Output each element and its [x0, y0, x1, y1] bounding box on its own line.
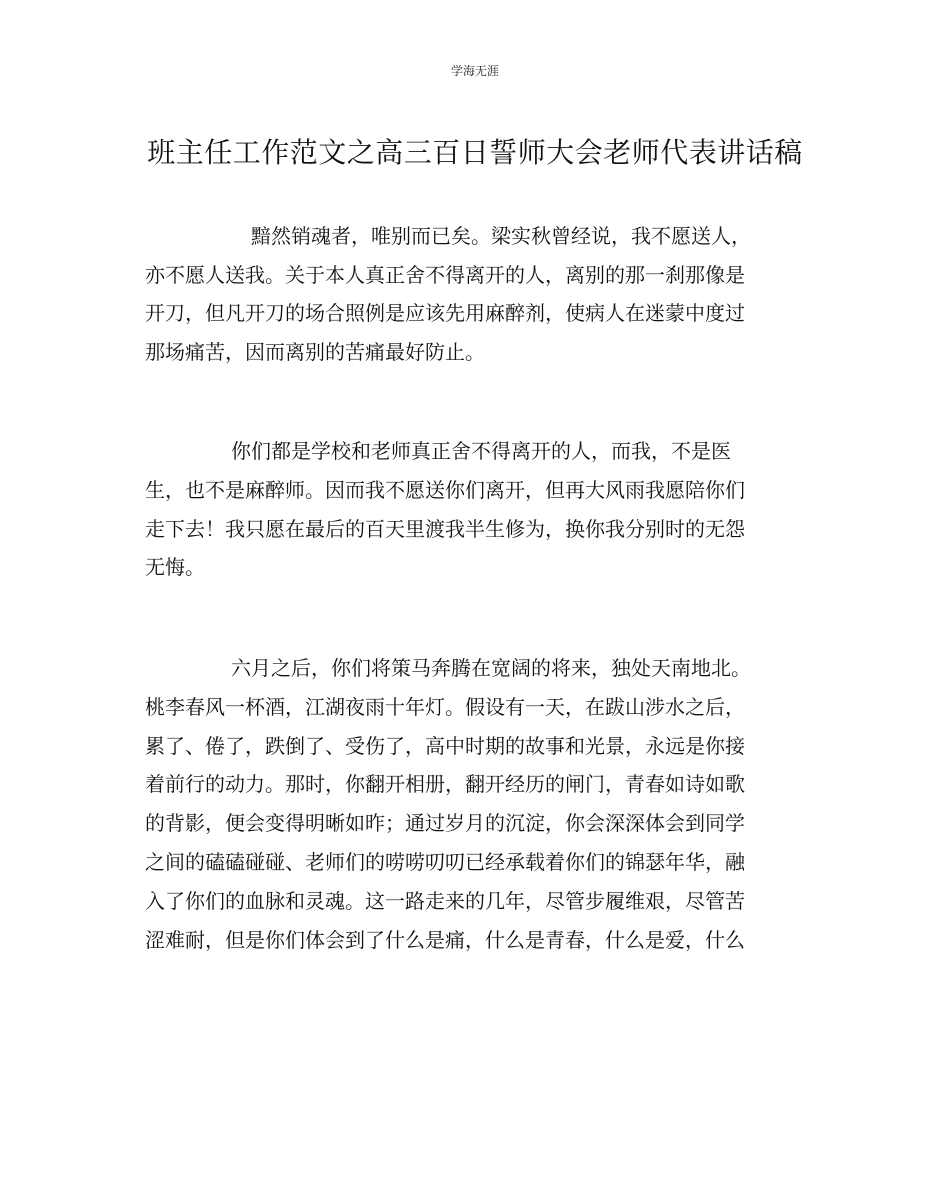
paragraph-line: 走下去！我只愿在最后的百天里渡我半生修为，换你我分别时的无怨	[145, 516, 745, 541]
paragraph-line: 生，也不是麻醉师。因而我不愿送你们离开，但再大风雨我愿陪你们	[145, 477, 745, 502]
paragraph-line: 六月之后，你们将策马奔腾在宽阔的将来，独处天南地北。	[231, 656, 751, 680]
paragraph-line: 之间的磕磕碰碰、老师们的唠唠叨叨已经承载着你们的锦瑟年华，融	[145, 849, 745, 874]
paragraph-2	[145, 432, 805, 587]
paragraph-line: 开刀，但凡开刀的场合照例是应该先用麻醉剂，使病人在迷蒙中度过	[145, 301, 745, 325]
document-title: 班主任工作范文之高三百日誓师大会老师代表讲话稿	[147, 136, 803, 169]
paragraph-line: 累了、倦了，跌倒了、受伤了，高中时期的故事和光景，永远是你接	[145, 733, 745, 758]
paragraph-line: 黯然销魂者，唯别而已矣。梁实秋曾经说，我不愿送人，	[251, 224, 751, 248]
paragraph-line: 着前行的动力。那时，你翻开相册，翻开经历的闸门，青春如诗如歌	[145, 772, 745, 797]
paragraph-line: 入了你们的血脉和灵魂。这一路走来的几年，尽管步履维艰，尽管苦	[145, 888, 745, 913]
paragraph-line: 桃李春风一杯酒，江湖夜雨十年灯。假设有一天，在跋山涉水之后，	[145, 694, 745, 719]
paragraph-line: 那场痛苦，因而离别的苦痛最好防止。	[145, 339, 485, 364]
paragraph-line: 涩难耐，但是你们体会到了什么是痛，什么是青春，什么是爱，什么	[145, 927, 745, 952]
paragraph-1	[145, 217, 805, 371]
page-header: 学海无涯	[450, 64, 499, 78]
paragraph-line: 无悔。	[145, 555, 205, 580]
paragraph-line: 你们都是学校和老师真正舍不得离开的人，而我，不是医	[231, 439, 731, 463]
paragraph-line: 亦不愿人送我。关于本人真正舍不得离开的人，离别的那一刹那像是	[145, 262, 745, 287]
paragraph-line: 的背影，便会变得明晰如昨；通过岁月的沉淀，你会深深体会到同学	[145, 811, 745, 836]
paragraph-3	[145, 649, 805, 959]
